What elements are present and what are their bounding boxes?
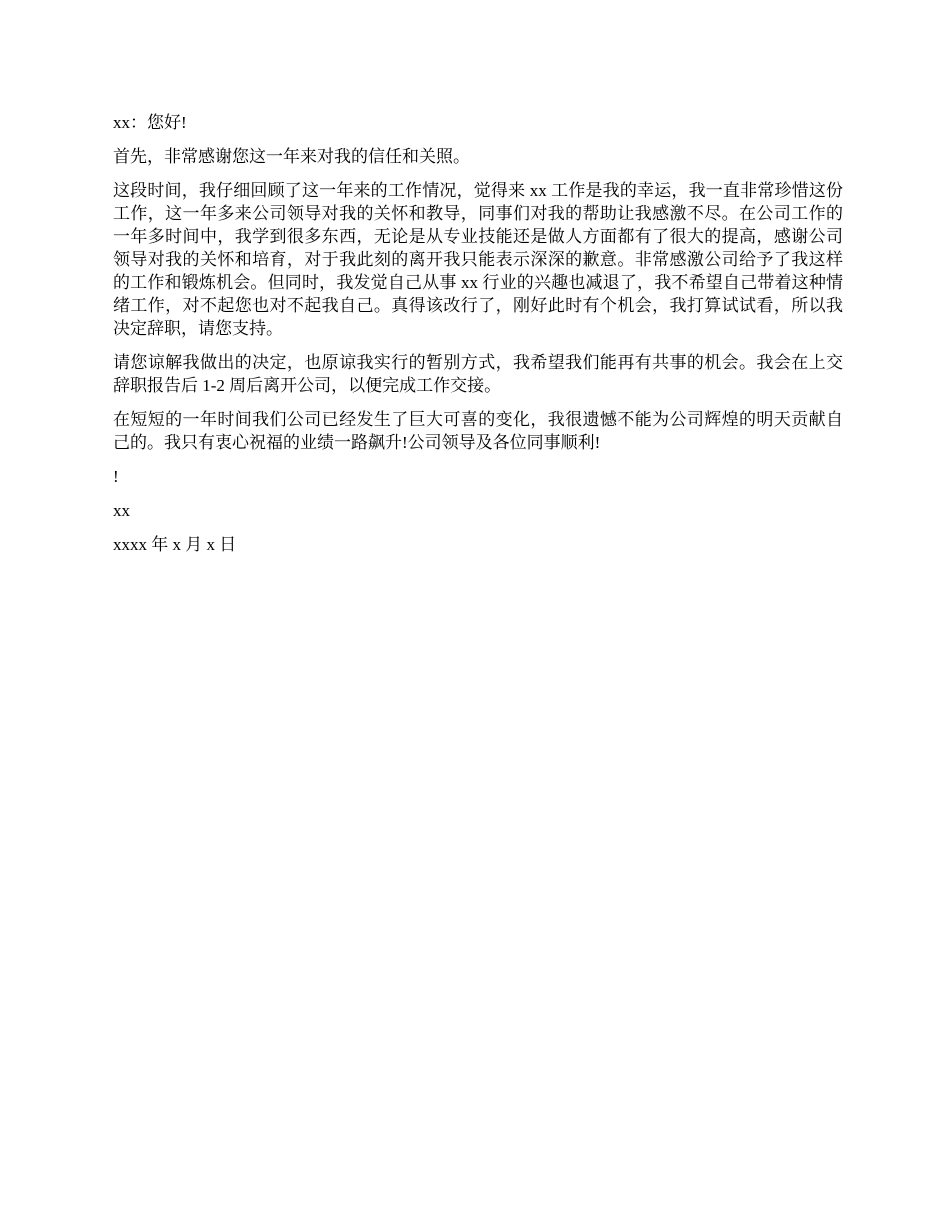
paragraph-wishes: 在短短的一年时间我们公司已经发生了巨大可喜的变化，我很遗憾不能为公司辉煌的明天贡献自己的。我只有衷心祝福的业绩一路飙升!公司领导及各位同事顺利! bbox=[113, 410, 843, 452]
paragraph-opening: 首先，非常感谢您这一年来对我的信任和关照。 bbox=[113, 147, 470, 166]
closing: ! bbox=[113, 467, 119, 486]
resignation-letter bbox=[113, 111, 843, 567]
date: xxxx 年 x 月 x 日 bbox=[113, 535, 237, 554]
paragraph-reflection: 这段时间，我仔细回顾了这一年来的工作情况，觉得来 xx 工作是我的幸运，我一直非常珍惜这份工作，这一年多来公司领导对我的关怀和教导，同事们对我的帮助让我感激不尽。在公司工作的一年多时间中，我学到很多东西，无论是从专业技能还是做人方面都有了很大的提高，感谢公司领导对我的关怀和培育，对于我此刻的离开我只能表示深深的歉意。非常感激公司给予了我这样的工作和锻炼机会。但同时，我发觉自己从事 xx 行业的兴趣也减退了，我不希望自己带着这种情绪工作，对不起您也对不起我自己。真得该改行了，刚好此时有个机会，我打算试试看，所以我决定辞职，请您支持。 bbox=[113, 181, 843, 338]
paragraph-request: 请您谅解我做出的决定，也原谅我实行的暂别方式，我希望我们能再有共事的机会。我会在上交辞职报告后 1-2 周后离开公司，以便完成工作交接。 bbox=[113, 353, 843, 395]
salutation: xx：您好! bbox=[113, 113, 187, 132]
signature: xx bbox=[113, 501, 130, 520]
